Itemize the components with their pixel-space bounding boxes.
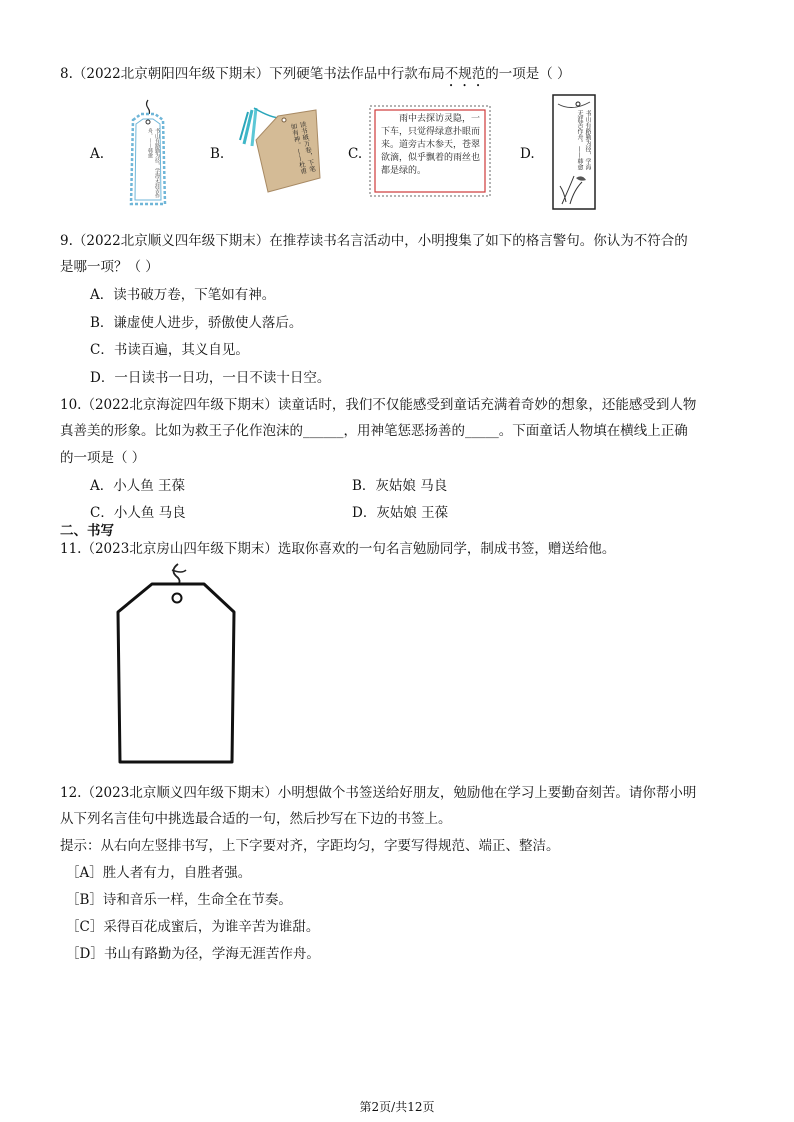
q9-option-a: A．读书破万卷，下笔如有神。 — [90, 287, 276, 303]
q8-option-d-text: 书山有路勤为径，学海无涯苦作舟。——韩愈 — [576, 110, 591, 170]
q8-option-c-bookmark — [368, 104, 492, 198]
q10-option-b: B．灰姑娘 马良 — [352, 478, 448, 494]
q10-line1: 10.（2022北京海淀四年级下期末）读童话时，我们不仅能感受到童话充满着奇妙的想象，还能感受到人物 — [60, 397, 697, 413]
q11-blank-bookmark[interactable] — [112, 560, 242, 766]
q12-option-d: ［D］书山有路勤为径，学海无涯苦作舟。 — [66, 946, 320, 962]
q10-option-d: D．灰姑娘 王葆 — [352, 505, 449, 521]
q12-hint: 提示：从右向左竖排书写，上下字要对齐，字距均匀，字要写得规范、端正、整洁。 — [60, 838, 560, 854]
q8-option-d-label: D. — [520, 146, 535, 162]
q9-option-b: B．谦虚使人进步，骄傲使人落后。 — [90, 315, 303, 331]
q10-option-c: C．小人鱼 马良 — [90, 505, 186, 521]
q10-line2: 真善美的形象。比如为救王子化作泡沫的______，用神笔惩恶扬善的_____。下面童话人物填在横线上正确 — [60, 423, 688, 439]
q8-option-d-bookmark — [552, 94, 596, 210]
q8-option-c-label: C. — [348, 146, 363, 162]
q11-stem: 11.（2023北京房山四年级下期末）选取你喜欢的一句名言勉励同学，制成书签，赠送给他。 — [60, 541, 616, 557]
q8-option-b-text: 读书破万卷，下笔如有神。——杜甫 — [289, 120, 317, 175]
q8-option-b-bookmark — [234, 100, 324, 195]
q8-stem: 8.（2022北京朝阳四年级下期末）下列硬笔书法作品中行款布局不规范的一项是（ ） — [60, 66, 571, 82]
q12-option-a: ［A］胜人者有力，自胜者强。 — [66, 865, 252, 881]
q12-option-b: ［B］诗和音乐一样，生命全在节奏。 — [66, 892, 292, 908]
q12-line1: 12.（2023北京顺义四年级下期末）小明想做个书签送给好朋友，勉励他在学习上要勤奋刻苦。请你帮小明 — [60, 785, 697, 801]
section-heading: 二、书写 — [60, 523, 114, 539]
q8-option-b-label: B. — [210, 146, 225, 162]
q8-option-a-bookmark — [125, 98, 171, 208]
q8-option-a-text: 书山有路勤为径，学海无涯苦作舟。——韩愈 — [147, 128, 160, 198]
q10-option-a: A．小人鱼 王葆 — [90, 478, 186, 494]
q8-option-c-text: 雨中去探访灵隐，一下车，只觉得绿意扑眼而来。道旁古木参天，苍翠欲滴，似乎飘着的雨丝也都是绿的。 — [381, 114, 481, 176]
q9-option-c: C．书读百遍，其义自见。 — [90, 342, 249, 358]
q10-line3: 的一项是（ ） — [60, 450, 146, 466]
q9-option-d: D．一日读书一日功，一日不读十日空。 — [90, 370, 331, 386]
q9-line1: 9.（2022北京顺义四年级下期末）在推荐读书名言活动中，小明搜集了如下的格言警句。你认为不符合的 — [60, 233, 688, 249]
page-footer: 第2页/共12页 — [359, 1100, 435, 1114]
q8-option-a-label: A. — [90, 146, 105, 162]
q9-line2: 是哪一项？（ ） — [60, 259, 159, 275]
q12-option-c: ［C］采得百花成蜜后，为谁辛苦为谁甜。 — [66, 919, 320, 935]
q8-emphasis: 不规范 — [444, 66, 486, 82]
q12-line2: 从下列名言佳句中挑选最合适的一句，然后抄写在下边的书签上。 — [60, 811, 452, 827]
